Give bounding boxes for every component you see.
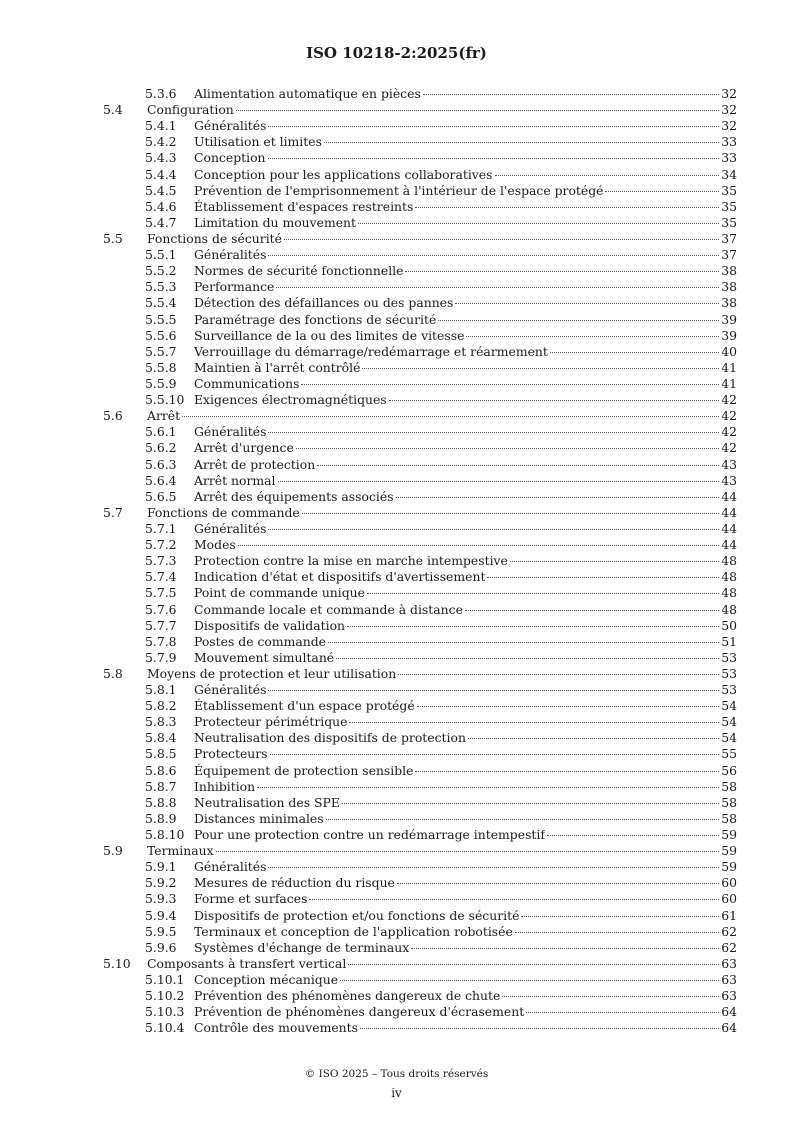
toc-entry-page: 32: [721, 102, 737, 118]
toc-entry-number: 5.5.9: [145, 375, 177, 391]
toc-entry-title: Conception pour les applications collaboratives: [194, 166, 493, 182]
toc-entry-number: 5.6.3: [145, 456, 177, 472]
dot-leader: [367, 593, 719, 594]
toc-entry-number: 5.6.4: [145, 472, 177, 488]
toc-entry-title: Postes de commande: [194, 633, 326, 649]
toc-entry-page: 32: [721, 118, 737, 134]
toc-entry-number: 5.7.5: [145, 585, 177, 601]
toc-entry-title: Utilisation et limites: [194, 134, 322, 150]
dot-leader: [340, 980, 719, 981]
toc-entry-number: 5.5.8: [145, 359, 177, 375]
toc-entry-title: Forme et surfaces: [194, 891, 308, 907]
toc-entry-title: Arrêt des équipements associés: [194, 488, 394, 504]
dot-leader: [398, 674, 719, 675]
toc-subsection-entry[interactable]: [103, 118, 737, 134]
toc-entry-title: Terminaux et conception de l'application robotisée: [194, 923, 513, 939]
toc-entry-page: 48: [721, 553, 737, 569]
toc-entry-page: 43: [721, 472, 737, 488]
toc-entry-title: Communications: [194, 375, 300, 391]
dot-leader: [487, 577, 719, 578]
dot-leader: [268, 126, 719, 127]
toc-entry-title: Configuration: [147, 102, 234, 118]
toc-subsection-entry[interactable]: [103, 602, 737, 618]
toc-entry-title: Neutralisation des SPE: [194, 794, 340, 810]
toc-subsection-entry[interactable]: [103, 779, 737, 795]
toc-entry-page: 58: [721, 794, 737, 810]
toc-entry-page: 35: [721, 214, 737, 230]
toc-entry-page: 37: [721, 247, 737, 263]
toc-entry-number: 5.5.4: [145, 295, 177, 311]
toc-subsection-entry[interactable]: [103, 1020, 737, 1036]
toc-entry-page: 59: [721, 827, 737, 843]
toc-entry-title: Prévention de l'emprisonnement à l'intérieur de l'espace protégé: [194, 182, 604, 198]
dot-leader: [268, 690, 719, 691]
toc-entry-page: 44: [721, 488, 737, 504]
dot-leader: [236, 110, 719, 111]
toc-entry-page: 62: [721, 923, 737, 939]
toc-entry-title: Établissement d'espaces restreints: [194, 198, 414, 214]
dot-leader: [257, 787, 719, 788]
copyright-footer: © ISO 2025 – Tous droits réservés: [304, 1068, 489, 1080]
dot-leader: [342, 803, 719, 804]
toc-subsection-entry[interactable]: [103, 908, 737, 924]
toc-subsection-entry[interactable]: [103, 167, 737, 183]
toc-entry-number: 5.7: [103, 504, 123, 520]
dot-leader: [397, 883, 719, 884]
toc-entry-page: 55: [721, 746, 737, 762]
toc-subsection-entry[interactable]: [103, 328, 737, 344]
dot-leader: [301, 384, 719, 385]
toc-subsection-entry[interactable]: [103, 537, 737, 553]
toc-entry-page: 63: [721, 972, 737, 988]
toc-entry-title: Mouvement simultané: [194, 649, 335, 665]
toc-entry-page: 62: [721, 939, 737, 955]
toc-entry-page: 54: [721, 714, 737, 730]
toc-entry-number: 5.7.6: [145, 601, 177, 617]
toc-subsection-entry[interactable]: [103, 215, 737, 231]
toc-entry-page: 37: [721, 230, 737, 246]
toc-entry-number: 5.4.2: [145, 134, 177, 150]
toc-subsection-entry[interactable]: [103, 618, 737, 634]
toc-entry-title: Équipement de protection sensible: [194, 762, 414, 778]
toc-entry-page: 64: [721, 1004, 737, 1020]
toc-entry-page: 61: [721, 907, 737, 923]
toc-entry-title: Prévention des phénomènes dangereux de chute: [194, 988, 501, 1004]
toc-section-entry[interactable]: [103, 102, 737, 118]
dot-leader: [302, 513, 720, 514]
dot-leader: [317, 465, 719, 466]
toc-entry-title: Fonctions de sécurité: [147, 230, 282, 246]
toc-subsection-entry[interactable]: [103, 714, 737, 730]
toc-entry-number: 5.5: [103, 230, 123, 246]
toc-entry-page: 35: [721, 182, 737, 198]
dot-leader: [415, 771, 719, 772]
toc-subsection-entry[interactable]: [103, 730, 737, 746]
toc-entry-page: 58: [721, 810, 737, 826]
dot-leader: [326, 819, 720, 820]
toc-entry-number: 5.8.1: [145, 682, 177, 698]
toc-entry-page: 32: [721, 86, 737, 101]
toc-entry-number: 5.8.4: [145, 730, 177, 746]
toc-entry-page: 38: [721, 279, 737, 295]
dot-leader: [547, 835, 719, 836]
toc-entry-number: 5.9: [103, 843, 123, 859]
dot-leader: [389, 400, 720, 401]
toc-entry-number: 5.5.10: [145, 392, 185, 408]
toc-subsection-entry[interactable]: [103, 134, 737, 150]
toc-entry-number: 5.9.4: [145, 907, 177, 923]
toc-entry-number: 5.10: [103, 955, 131, 971]
dot-leader: [348, 964, 719, 965]
toc-entry-number: 5.5.6: [145, 327, 177, 343]
toc-entry-title: Protection contre la mise en marche intempestive: [194, 553, 508, 569]
toc-entry-title: Surveillance de la ou des limites de vitesse: [194, 327, 465, 343]
toc-entry-page: 38: [721, 295, 737, 311]
toc-entry-title: Moyens de protection et leur utilisation: [147, 665, 397, 681]
toc-subsection-entry[interactable]: [103, 392, 737, 408]
toc-entry-page: 53: [721, 649, 737, 665]
toc-entry-title: Généralités: [194, 682, 267, 698]
toc-entry-page: 48: [721, 569, 737, 585]
toc-entry-number: 5.3.6: [145, 86, 177, 101]
toc-entry-page: 53: [721, 665, 737, 681]
dot-leader: [268, 432, 719, 433]
toc-entry-page: 63: [721, 955, 737, 971]
toc-subsection-entry[interactable]: [103, 763, 737, 779]
dot-leader: [396, 497, 720, 498]
toc-entry-page: 51: [721, 633, 737, 649]
toc-entry-number: 5.7.8: [145, 633, 177, 649]
dot-leader: [238, 545, 719, 546]
toc-entry-number: 5.4.1: [145, 118, 177, 134]
toc-entry-title: Généralités: [194, 118, 267, 134]
toc-entry-title: Paramétrage des fonctions de sécurité: [194, 311, 437, 327]
toc-entry-page: 63: [721, 988, 737, 1004]
toc-entry-title: Généralités: [194, 424, 267, 440]
dot-leader: [268, 867, 719, 868]
dot-leader: [328, 642, 719, 643]
toc-entry-page: 56: [721, 762, 737, 778]
toc-subsection-entry[interactable]: [103, 569, 737, 585]
toc-entry-number: 5.10.2: [145, 988, 185, 1004]
toc-entry-page: 44: [721, 537, 737, 553]
toc-entry-title: Neutralisation des dispositifs de protection: [194, 730, 466, 746]
dot-leader: [309, 899, 719, 900]
toc-entry-page: 58: [721, 778, 737, 794]
toc-entry-number: 5.6.2: [145, 440, 177, 456]
toc-entry-number: 5.9.2: [145, 875, 177, 891]
toc-entry-number: 5.6.1: [145, 424, 177, 440]
toc-entry-page: 33: [721, 134, 737, 150]
toc-entry-title: Modes: [194, 537, 236, 553]
toc-section-entry[interactable]: [103, 956, 737, 972]
toc-entry-title: Contrôle des mouvements: [194, 1020, 359, 1036]
toc-entry-title: Fonctions de commande: [147, 504, 300, 520]
dot-leader: [510, 561, 719, 562]
toc-subsection-entry[interactable]: [103, 585, 737, 601]
toc-entry-title: Arrêt normal: [194, 472, 276, 488]
toc-subsection-entry[interactable]: [103, 295, 737, 311]
toc-entry-page: 59: [721, 859, 737, 875]
toc-entry-title: Prévention de phénomènes dangereux d'écrasement: [194, 1004, 525, 1020]
toc-entry-title: Maintien à l'arrêt contrôlé: [194, 359, 361, 375]
toc-entry-number: 5.8.10: [145, 827, 185, 843]
dot-leader: [284, 239, 719, 240]
dot-leader: [515, 932, 719, 933]
toc-entry-title: Conception mécanique: [194, 972, 339, 988]
dot-leader: [468, 738, 719, 739]
toc-entry-number: 5.9.1: [145, 859, 177, 875]
toc-entry-page: 50: [721, 617, 737, 633]
toc-subsection-entry[interactable]: [103, 473, 737, 489]
toc-subsection-entry[interactable]: [103, 183, 737, 199]
toc-subsection-entry[interactable]: [103, 859, 737, 875]
toc-entry-page: 39: [721, 327, 737, 343]
toc-entry-page: 41: [721, 375, 737, 391]
toc-entry-number: 5.4.4: [145, 166, 177, 182]
dot-leader: [278, 481, 720, 482]
dot-leader: [276, 287, 719, 288]
toc-subsection-entry[interactable]: [103, 875, 737, 891]
toc-entry-page: 48: [721, 601, 737, 617]
toc-section-entry[interactable]: [103, 505, 737, 521]
toc-entry-title: Performance: [194, 279, 275, 295]
toc-entry-number: 5.10.1: [145, 972, 185, 988]
toc-entry-title: Détection des défaillances ou des pannes: [194, 295, 454, 311]
toc-entry-number: 5.5.1: [145, 247, 177, 263]
toc-section-entry[interactable]: [103, 408, 737, 424]
toc-subsection-entry[interactable]: [103, 150, 737, 166]
dot-leader: [362, 368, 719, 369]
toc-entry-page: 42: [721, 408, 737, 424]
dot-leader: [360, 1028, 719, 1029]
toc-subsection-entry[interactable]: [103, 521, 737, 537]
toc-entry-page: 42: [721, 392, 737, 408]
toc-entry-number: 5.5.5: [145, 311, 177, 327]
toc-entry-number: 5.8.3: [145, 714, 177, 730]
toc-subsection-entry[interactable]: [103, 634, 737, 650]
toc-entry-title: Conception: [194, 150, 266, 166]
toc-entry-number: 5.4.3: [145, 150, 177, 166]
toc-entry-title: Généralités: [194, 520, 267, 536]
toc-subsection-entry[interactable]: [103, 457, 737, 473]
toc-entry-number: 5.5.2: [145, 263, 177, 279]
dot-leader: [182, 416, 719, 417]
toc-entry-number: 5.4: [103, 102, 123, 118]
toc-subsection-entry[interactable]: [103, 440, 737, 456]
toc-subsection-entry[interactable]: [103, 682, 737, 698]
toc-section-entry[interactable]: [103, 843, 737, 859]
toc-entry-page: 42: [721, 424, 737, 440]
toc-subsection-entry[interactable]: [103, 553, 737, 569]
toc-entry-page: 42: [721, 440, 737, 456]
toc-entry-title: Point de commande unique: [194, 585, 365, 601]
toc-entry-number: 5.8.7: [145, 778, 177, 794]
toc-subsection-entry[interactable]: [103, 988, 737, 1004]
toc-entry-page: 44: [721, 504, 737, 520]
toc-entry-title: Établissement d'un espace protégé: [194, 698, 415, 714]
toc-entry-number: 5.4.7: [145, 214, 177, 230]
dot-leader: [349, 722, 719, 723]
toc-entry-page: 39: [721, 311, 737, 327]
toc-subsection-entry[interactable]: [103, 827, 737, 843]
document-header: ISO 10218-2:2025(fr): [306, 44, 487, 62]
toc-subsection-entry[interactable]: [103, 650, 737, 666]
toc-entry-title: Distances minimales: [194, 810, 324, 826]
toc-entry-title: Exigences électromagnétiques: [194, 392, 387, 408]
toc-entry-page: 59: [721, 843, 737, 859]
toc-entry-number: 5.9.6: [145, 939, 177, 955]
dot-leader: [526, 1012, 719, 1013]
toc-entry-number: 5.8: [103, 665, 123, 681]
toc-subsection-entry[interactable]: [103, 795, 737, 811]
toc-entry-number: 5.6.5: [145, 488, 177, 504]
toc-entry-number: 5.7.4: [145, 569, 177, 585]
toc-entry-title: Généralités: [194, 859, 267, 875]
toc-entry-page: 41: [721, 359, 737, 375]
toc-entry-page: 44: [721, 520, 737, 536]
toc-entry-page: 54: [721, 730, 737, 746]
toc-entry-page: 38: [721, 263, 737, 279]
dot-leader: [268, 158, 720, 159]
dot-leader: [438, 320, 719, 321]
dot-leader: [521, 916, 719, 917]
toc-entry-title: Généralités: [194, 247, 267, 263]
dot-leader: [605, 191, 719, 192]
toc-entry-page: 33: [721, 150, 737, 166]
toc-entry-number: 5.8.5: [145, 746, 177, 762]
toc-entry-number: 5.4.5: [145, 182, 177, 198]
dot-leader: [405, 271, 719, 272]
toc-entry-title: Terminaux: [147, 843, 214, 859]
toc-entry-page: 60: [721, 875, 737, 891]
toc-entry-title: Protecteur périmétrique: [194, 714, 348, 730]
page-number: iv: [391, 1086, 402, 1100]
toc-entry-page: 48: [721, 585, 737, 601]
dot-leader: [455, 303, 719, 304]
toc-subsection-entry[interactable]: [103, 279, 737, 295]
toc-entry-title: Composants à transfert vertical: [147, 955, 347, 971]
toc-entry-number: 5.7.1: [145, 520, 177, 536]
dot-leader: [268, 255, 719, 256]
dot-leader: [358, 223, 719, 224]
dot-leader: [216, 851, 720, 852]
toc-section-entry[interactable]: [103, 231, 737, 247]
toc-subsection-entry[interactable]: [103, 811, 737, 827]
toc-entry-title: Alimentation automatique en pièces: [194, 86, 421, 101]
toc-entry-number: 5.4.6: [145, 198, 177, 214]
dot-leader: [417, 706, 720, 707]
toc-entry-title: Verrouillage du démarrage/redémarrage et réarmement: [194, 343, 548, 359]
toc-entry-page: 54: [721, 698, 737, 714]
dot-leader: [423, 94, 719, 95]
dot-leader: [336, 658, 719, 659]
toc-entry-page: 43: [721, 456, 737, 472]
toc-subsection-entry[interactable]: [103, 746, 737, 762]
toc-entry-title: Commande locale et commande à distance: [194, 601, 463, 617]
toc-subsection-entry[interactable]: [103, 86, 737, 102]
toc-entry-page: 64: [721, 1020, 737, 1036]
toc-entry-page: 40: [721, 343, 737, 359]
toc-subsection-entry[interactable]: [103, 972, 737, 988]
toc-subsection-entry[interactable]: [103, 344, 737, 360]
toc-subsection-entry[interactable]: [103, 247, 737, 263]
toc-entry-title: Protecteurs: [194, 746, 268, 762]
toc-entry-page: 53: [721, 682, 737, 698]
toc-entry-number: 5.8.6: [145, 762, 177, 778]
toc-entry-number: 5.9.5: [145, 923, 177, 939]
dot-leader: [296, 448, 719, 449]
toc-entry-number: 5.8.2: [145, 698, 177, 714]
dot-leader: [411, 948, 719, 949]
dot-leader: [502, 996, 719, 997]
toc-subsection-entry[interactable]: [103, 312, 737, 328]
toc-entry-title: Indication d'état et dispositifs d'avertissement: [194, 569, 486, 585]
dot-leader: [415, 207, 719, 208]
toc-entry-number: 5.7.7: [145, 617, 177, 633]
toc-entry-title: Arrêt de protection: [194, 456, 316, 472]
toc-subsection-entry[interactable]: [103, 376, 737, 392]
toc-entry-title: Systèmes d'échange de terminaux: [194, 939, 410, 955]
toc-entry-number: 5.10.4: [145, 1020, 185, 1036]
toc-subsection-entry[interactable]: [103, 1004, 737, 1020]
toc-entry-number: 5.7.3: [145, 553, 177, 569]
toc-entry-title: Pour une protection contre un redémarrage intempestif: [194, 827, 545, 843]
dot-leader: [268, 529, 719, 530]
toc-entry-number: 5.9.3: [145, 891, 177, 907]
toc-subsection-entry[interactable]: [103, 424, 737, 440]
dot-leader: [324, 142, 719, 143]
toc-section-entry[interactable]: [103, 666, 737, 682]
toc-entry-number: 5.7.9: [145, 649, 177, 665]
toc-entry-title: Normes de sécurité fonctionnelle: [194, 263, 404, 279]
dot-leader: [550, 352, 719, 353]
toc-subsection-entry[interactable]: [103, 698, 737, 714]
toc-subsection-entry[interactable]: [103, 360, 737, 376]
toc-entry-title: Arrêt d'urgence: [194, 440, 294, 456]
toc-entry-title: Inhibition: [194, 778, 256, 794]
toc-entry-number: 5.5.3: [145, 279, 177, 295]
toc-subsection-entry[interactable]: [103, 199, 737, 215]
toc-subsection-entry[interactable]: [103, 940, 737, 956]
dot-leader: [466, 336, 719, 337]
toc-entry-title: Dispositifs de validation: [194, 617, 346, 633]
dot-leader: [465, 610, 719, 611]
toc-subsection-entry[interactable]: [103, 489, 737, 505]
toc-entry-title: Mesures de réduction du risque: [194, 875, 395, 891]
toc-entry-number: 5.8.9: [145, 810, 177, 826]
toc-entry-title: Arrêt: [147, 408, 181, 424]
toc-subsection-entry[interactable]: [103, 891, 737, 907]
toc-entry-page: 60: [721, 891, 737, 907]
toc-entry-title: Limitation du mouvement: [194, 214, 357, 230]
toc-entry-number: 5.6: [103, 408, 123, 424]
toc-entry-number: 5.7.2: [145, 537, 177, 553]
toc-subsection-entry[interactable]: [103, 924, 737, 940]
dot-leader: [347, 626, 719, 627]
toc-entry-number: 5.5.7: [145, 343, 177, 359]
toc-entry-title: Dispositifs de protection et/ou fonctions de sécurité: [194, 907, 520, 923]
toc-subsection-entry[interactable]: [103, 263, 737, 279]
toc-entry-number: 5.8.8: [145, 794, 177, 810]
toc-entry-page: 35: [721, 198, 737, 214]
table-of-contents: [103, 86, 737, 1036]
dot-leader: [495, 175, 720, 176]
toc-entry-page: 34: [721, 166, 737, 182]
toc-entry-number: 5.10.3: [145, 1004, 185, 1020]
dot-leader: [270, 754, 720, 755]
